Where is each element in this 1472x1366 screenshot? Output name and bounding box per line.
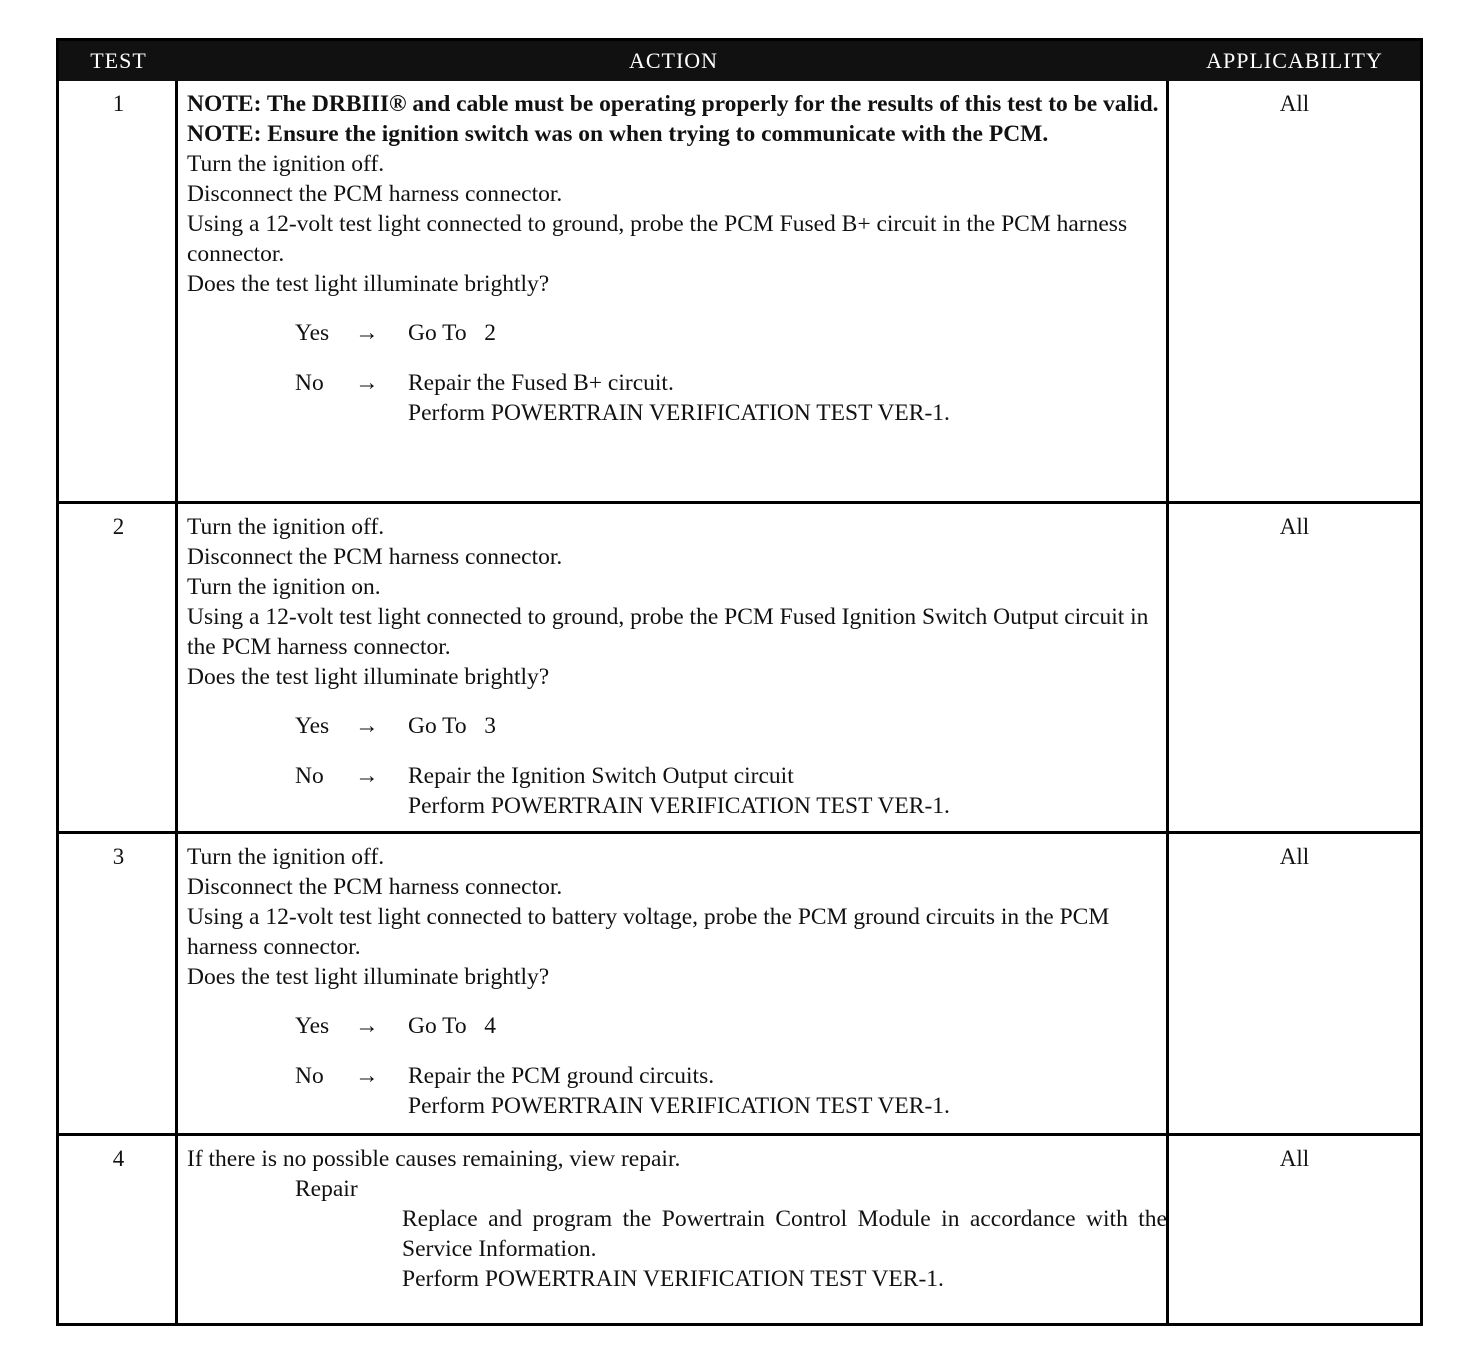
step: If there is no possible causes remaining, view repair.: [187, 1146, 681, 1172]
yes-label: Yes: [295, 1013, 330, 1039]
table-header: [59, 41, 1420, 81]
step: Disconnect the PCM harness connector.: [187, 874, 563, 900]
step: Disconnect the PCM harness connector.: [187, 181, 563, 207]
no-destination: [408, 761, 950, 821]
no-label: No: [295, 763, 324, 789]
no-branch: [187, 761, 1167, 821]
step: Using a 12-volt test light connected to ground, probe the PCM Fused B+ circuit in the PCM harness connector.: [187, 211, 1128, 267]
no-verification: Perform POWERTRAIN VERIFICATION TEST VER-1.: [408, 400, 950, 426]
step: Turn the ignition off.: [187, 151, 385, 177]
action-cell: [187, 842, 1167, 1121]
yes-label: Yes: [295, 713, 330, 739]
table-row-test-4: [59, 1133, 1420, 1326]
note: NOTE: Ensure the ignition switch was on when trying to communicate with the PCM.: [187, 121, 1049, 147]
no-verification: Perform POWERTRAIN VERIFICATION TEST VER-1.: [408, 793, 950, 819]
step: Disconnect the PCM harness connector.: [187, 544, 563, 570]
no-destination: [408, 368, 950, 428]
no-action: Repair the Ignition Switch Output circuit: [408, 763, 794, 789]
arrow-icon: →: [355, 713, 379, 739]
step: Turn the ignition on.: [187, 574, 381, 600]
no-label: No: [295, 1063, 324, 1089]
arrow-icon: →: [355, 1013, 379, 1039]
step: Turn the ignition off.: [187, 514, 385, 540]
applicability: All: [1279, 1146, 1310, 1171]
table-row-test-3: [59, 831, 1420, 1136]
yes-destination: Go To 3: [408, 713, 497, 739]
no-action: Repair the PCM ground circuits.: [408, 1063, 715, 1089]
no-branch: [187, 1061, 1167, 1121]
table-row-test-2: [59, 501, 1420, 834]
header-test: TEST: [90, 48, 147, 73]
diagnostic-table: [56, 38, 1423, 1326]
action-cell: [187, 1144, 1167, 1294]
applicability: All: [1279, 91, 1310, 116]
header-action: ACTION: [628, 48, 719, 73]
repair-instruction: Replace and program the Powertrain Control Module in accordance with the Service Information.: [402, 1206, 1167, 1262]
question: Does the test light illuminate brightly?: [187, 271, 550, 297]
arrow-icon: →: [355, 1063, 379, 1089]
yes-branch: [187, 1011, 1167, 1041]
yes-branch: [187, 318, 1167, 348]
arrow-icon: →: [355, 370, 379, 396]
action-cell: [187, 89, 1167, 428]
yes-destination: Go To 2: [408, 320, 497, 346]
test-number: 1: [112, 91, 125, 116]
question: Does the test light illuminate brightly?: [187, 964, 550, 990]
no-verification: Perform POWERTRAIN VERIFICATION TEST VER-1.: [408, 1093, 950, 1119]
action-cell: [187, 512, 1167, 821]
repair-verification: Perform POWERTRAIN VERIFICATION TEST VER-1.: [402, 1266, 944, 1292]
applicability: All: [1279, 844, 1310, 869]
test-number: 2: [112, 514, 125, 539]
repair-label: Repair: [295, 1176, 358, 1202]
header-applicability: APPLICABILITY: [1206, 48, 1383, 73]
note: NOTE: The DRBIII® and cable must be operating properly for the results of this test to be valid.: [187, 91, 1159, 117]
step: Using a 12-volt test light connected to ground, probe the PCM Fused Ignition Switch Output circuit in the PCM harness connector.: [187, 604, 1149, 660]
step: Turn the ignition off.: [187, 844, 385, 870]
no-label: No: [295, 370, 324, 396]
question: Does the test light illuminate brightly?: [187, 664, 550, 690]
arrow-icon: →: [355, 763, 379, 789]
no-destination: [408, 1061, 950, 1121]
test-number: 3: [112, 844, 125, 869]
arrow-icon: →: [355, 320, 379, 346]
applicability: All: [1279, 514, 1310, 539]
no-branch: [187, 368, 1167, 428]
yes-label: Yes: [295, 320, 330, 346]
table-row-test-1: [59, 81, 1420, 501]
step: Using a 12-volt test light connected to battery voltage, probe the PCM ground circuits in the PCM harness connector.: [187, 904, 1110, 960]
yes-branch: [187, 711, 1167, 741]
no-action: Repair the Fused B+ circuit.: [408, 370, 674, 396]
yes-destination: Go To 4: [408, 1013, 497, 1039]
test-number: 4: [112, 1146, 125, 1171]
